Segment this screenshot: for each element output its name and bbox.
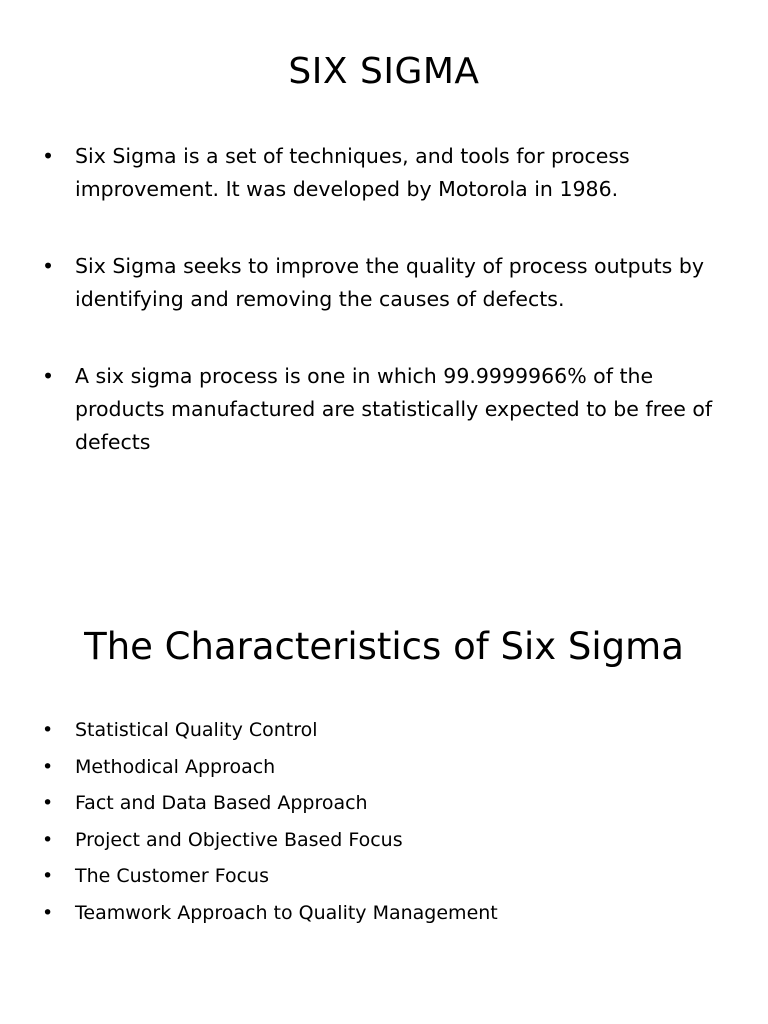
bullet-text: Statistical Quality Control [75, 719, 318, 741]
bullet-list [0, 712, 730, 932]
bullet-text: Methodical Approach [75, 755, 276, 778]
bullet-item [0, 712, 730, 749]
bullet-text: Six Sigma seeks to improve the quality of process outputs by identifying and removing the causes of defects. [75, 254, 704, 311]
bullet-item [0, 895, 730, 932]
bullet-point-icon: • [42, 865, 54, 888]
bullet-point-icon: • [42, 254, 55, 278]
bullet-point-icon: • [42, 828, 54, 851]
bullet-text: The Customer Focus [75, 865, 269, 888]
bullet-item [0, 858, 730, 895]
bullet-item [0, 360, 745, 459]
bullet-text: Project and Objective Based Focus [75, 828, 403, 851]
bullet-text: A six sigma process is one in which 99.9999966% of the products manufactured are statistically expected to be free of defects [75, 364, 713, 454]
bullet-text: Six Sigma is a set of techniques, and tools for process improvement. It was developed by Motorola in 1986. [75, 144, 630, 201]
bullet-text: Fact and Data Based Approach [75, 792, 368, 815]
bullet-item [0, 250, 745, 316]
slide-title: SIX SIGMA [288, 51, 480, 92]
bullet-item [0, 749, 730, 786]
bullet-point-icon: • [42, 755, 54, 778]
bullet-list [0, 140, 745, 503]
bullet-item [0, 140, 745, 206]
slide-title: The Characteristics of Six Sigma [84, 625, 684, 668]
bullet-point-icon: • [42, 364, 55, 388]
bullet-item [0, 822, 730, 859]
bullet-point-icon: • [42, 719, 54, 741]
bullet-point-icon: • [42, 144, 55, 168]
slide-characteristics [0, 512, 768, 1024]
bullet-text: Teamwork Approach to Quality Management [75, 901, 498, 924]
bullet-item [0, 785, 730, 822]
bullet-point-icon: • [42, 792, 54, 815]
bullet-point-icon: • [42, 901, 54, 924]
